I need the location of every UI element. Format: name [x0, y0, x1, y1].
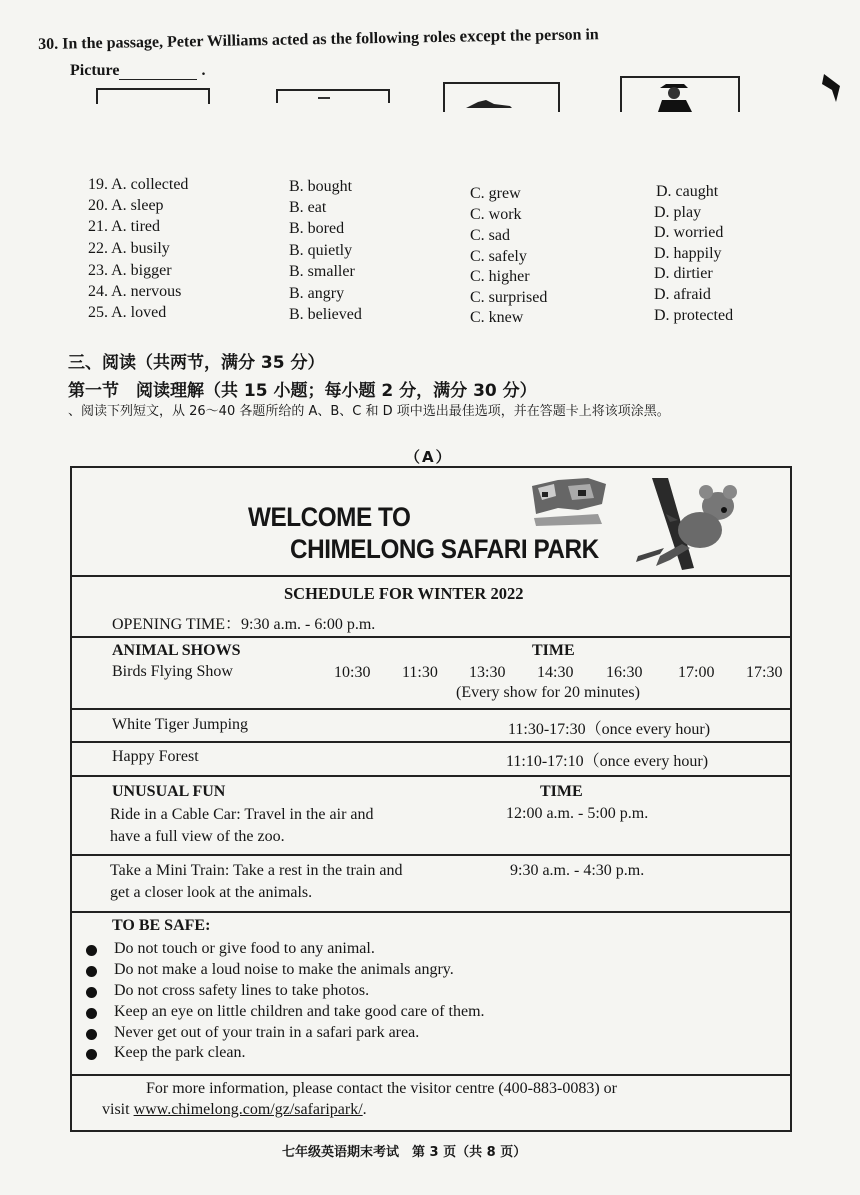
- safety-rule: Do not touch or give food to any animal.: [114, 940, 375, 957]
- choice-option: 23. A. bigger: [88, 262, 172, 279]
- choice-option: C. surprised: [470, 289, 548, 306]
- period: .: [201, 62, 206, 79]
- section-3-heading: 三、阅读（共两节，满分 35 分）: [68, 353, 325, 373]
- birds-show-time: 14:30: [537, 664, 574, 681]
- choice-option: 20. A. sleep: [88, 197, 164, 214]
- picture-word: Picture: [70, 62, 120, 79]
- cable-car-line1: Ride in a Cable Car: Travel in the air and: [110, 806, 374, 823]
- divider: [70, 741, 792, 743]
- bullet-icon: [86, 987, 97, 998]
- divider: [70, 1074, 792, 1076]
- picture-a-frame: [96, 88, 210, 104]
- birds-show-time: 17:30: [746, 664, 783, 681]
- forest-show-name: Happy Forest: [112, 748, 199, 765]
- forest-show-time: 11:10-17:10（once every hour): [506, 753, 709, 770]
- choice-option: B. bought: [289, 178, 353, 195]
- choice-option: C. safely: [470, 248, 527, 265]
- schedule-title: SCHEDULE FOR WINTER 2022: [284, 584, 524, 603]
- choice-option: D. dirtier: [654, 265, 713, 282]
- koala-illustration: [630, 474, 744, 572]
- choice-option: B. bored: [289, 220, 345, 237]
- choice-option: D. play: [654, 204, 702, 221]
- choice-option: 25. A. loved: [88, 304, 167, 321]
- safety-rule: Never get out of your train in a safari park area.: [114, 1024, 420, 1041]
- birds-show-note: (Every show for 20 minutes): [456, 684, 640, 701]
- birds-show-time: 10:30: [334, 664, 371, 681]
- passage-label: （A）: [405, 448, 453, 466]
- birds-show-time: 11:30: [402, 664, 438, 681]
- bullet-icon: [86, 1008, 97, 1019]
- picture-c-figure: [464, 96, 514, 110]
- info-line1: For more information, please contact the visitor centre (400-883-0083) or: [146, 1080, 617, 1097]
- choice-option: B. smaller: [289, 263, 355, 280]
- choice-option: D. afraid: [654, 286, 711, 303]
- section-3-part-1-heading: 第一节 阅读理解（共 15 小题；每小题 2 分，满分 30 分）: [68, 381, 537, 401]
- choice-option: C. higher: [470, 268, 530, 285]
- bullet-icon: [86, 945, 97, 956]
- choice-option: C. knew: [470, 309, 524, 326]
- mini-train-line2: get a closer look at the animals.: [110, 884, 313, 901]
- choice-option: 19. A. collected: [88, 176, 189, 193]
- question-30-line2: [70, 62, 205, 80]
- tiger-show-time: 11:30-17:30（once every hour): [508, 721, 711, 738]
- choice-option: 22. A. busily: [88, 240, 170, 257]
- choice-option: 24. A. nervous: [88, 283, 182, 300]
- choice-option: B. quietly: [289, 242, 353, 259]
- animal-shows-header: ANIMAL SHOWS: [112, 642, 241, 659]
- visit-word: visit: [102, 1101, 130, 1118]
- choice-option: D. happily: [654, 245, 722, 262]
- picture-b-frame: [276, 89, 390, 103]
- safety-header: TO BE SAFE:: [112, 917, 211, 934]
- mini-train-line1: Take a Mini Train: Take a rest in the train and: [110, 862, 403, 879]
- divider: [70, 636, 792, 638]
- choice-option: C. grew: [470, 185, 521, 202]
- divider: [70, 775, 792, 777]
- binding-mark: [820, 72, 846, 104]
- birds-show-time: 16:30: [606, 664, 643, 681]
- divider: [70, 575, 792, 577]
- safety-rule: Keep an eye on little children and take good care of them.: [114, 1003, 485, 1020]
- unusual-fun-header: UNUSUAL FUN: [112, 783, 226, 800]
- divider: [70, 854, 792, 856]
- birds-show-time: 13:30: [469, 664, 506, 681]
- opening-hours: 9:30 a.m. - 6:00 p.m.: [241, 616, 376, 633]
- choice-option: B. believed: [289, 306, 362, 323]
- welcome-title: WELCOME TO: [248, 502, 411, 532]
- choice-option: D. worried: [654, 224, 724, 241]
- choice-option: D. protected: [654, 307, 734, 324]
- opening-time: [112, 611, 375, 634]
- opening-label: OPENING TIME：: [112, 616, 242, 633]
- cable-car-time: 12:00 a.m. - 5:00 p.m.: [506, 805, 649, 822]
- safety-rule: Keep the park clean.: [114, 1044, 246, 1061]
- instructions: 、阅读下列短文，从 26～40 各题所给的 A、B、C 和 D 项中选出最佳选项，并在答题卡上将该项涂黑。: [68, 404, 670, 419]
- cable-car-line2: have a full view of the zoo.: [110, 828, 285, 845]
- bullet-icon: [86, 1049, 97, 1060]
- page-footer: 七年级英语期末考试 第 3 页（共 8 页）: [282, 1145, 527, 1160]
- safety-rule: Do not make a loud noise to make the animals angry.: [114, 961, 454, 978]
- fun-time-header: TIME: [540, 783, 583, 800]
- mini-train-time: 9:30 a.m. - 4:30 p.m.: [510, 862, 645, 879]
- divider: [70, 708, 792, 710]
- park-name: CHIMELONG SAFARI PARK: [290, 534, 599, 564]
- birds-show-time: 17:00: [678, 664, 715, 681]
- question-30: [38, 24, 599, 54]
- choice-option: 21. A. tired: [88, 218, 160, 235]
- choice-option: B. angry: [289, 285, 345, 302]
- choice-option: C. sad: [470, 227, 510, 244]
- safety-rule: Do not cross safety lines to take photos.: [114, 982, 370, 999]
- divider: [70, 911, 792, 913]
- bullet-icon: [86, 966, 97, 977]
- picture-d-person: [654, 80, 696, 112]
- question-text-end: the person in: [509, 26, 599, 45]
- shows-time-header: TIME: [532, 642, 575, 659]
- birds-show-name: Birds Flying Show: [112, 663, 233, 680]
- choice-option: D. caught: [656, 183, 719, 200]
- question-number: 30.: [38, 35, 59, 53]
- answer-blank: [119, 65, 197, 80]
- choice-option: B. eat: [289, 199, 327, 216]
- question-emphasis: except: [459, 25, 506, 46]
- park-website-link[interactable]: www.chimelong.com/gz/safaripark/: [133, 1101, 363, 1118]
- picture-b-mark: [318, 96, 332, 100]
- tiger-show-name: White Tiger Jumping: [112, 716, 249, 733]
- info-line2: [102, 1101, 367, 1119]
- bullet-icon: [86, 1029, 97, 1040]
- info-period: .: [362, 1101, 367, 1118]
- choice-option: C. work: [470, 206, 522, 223]
- animals-illustration: [528, 474, 610, 528]
- question-text: In the passage, Peter Williams acted as the following roles: [62, 28, 456, 53]
